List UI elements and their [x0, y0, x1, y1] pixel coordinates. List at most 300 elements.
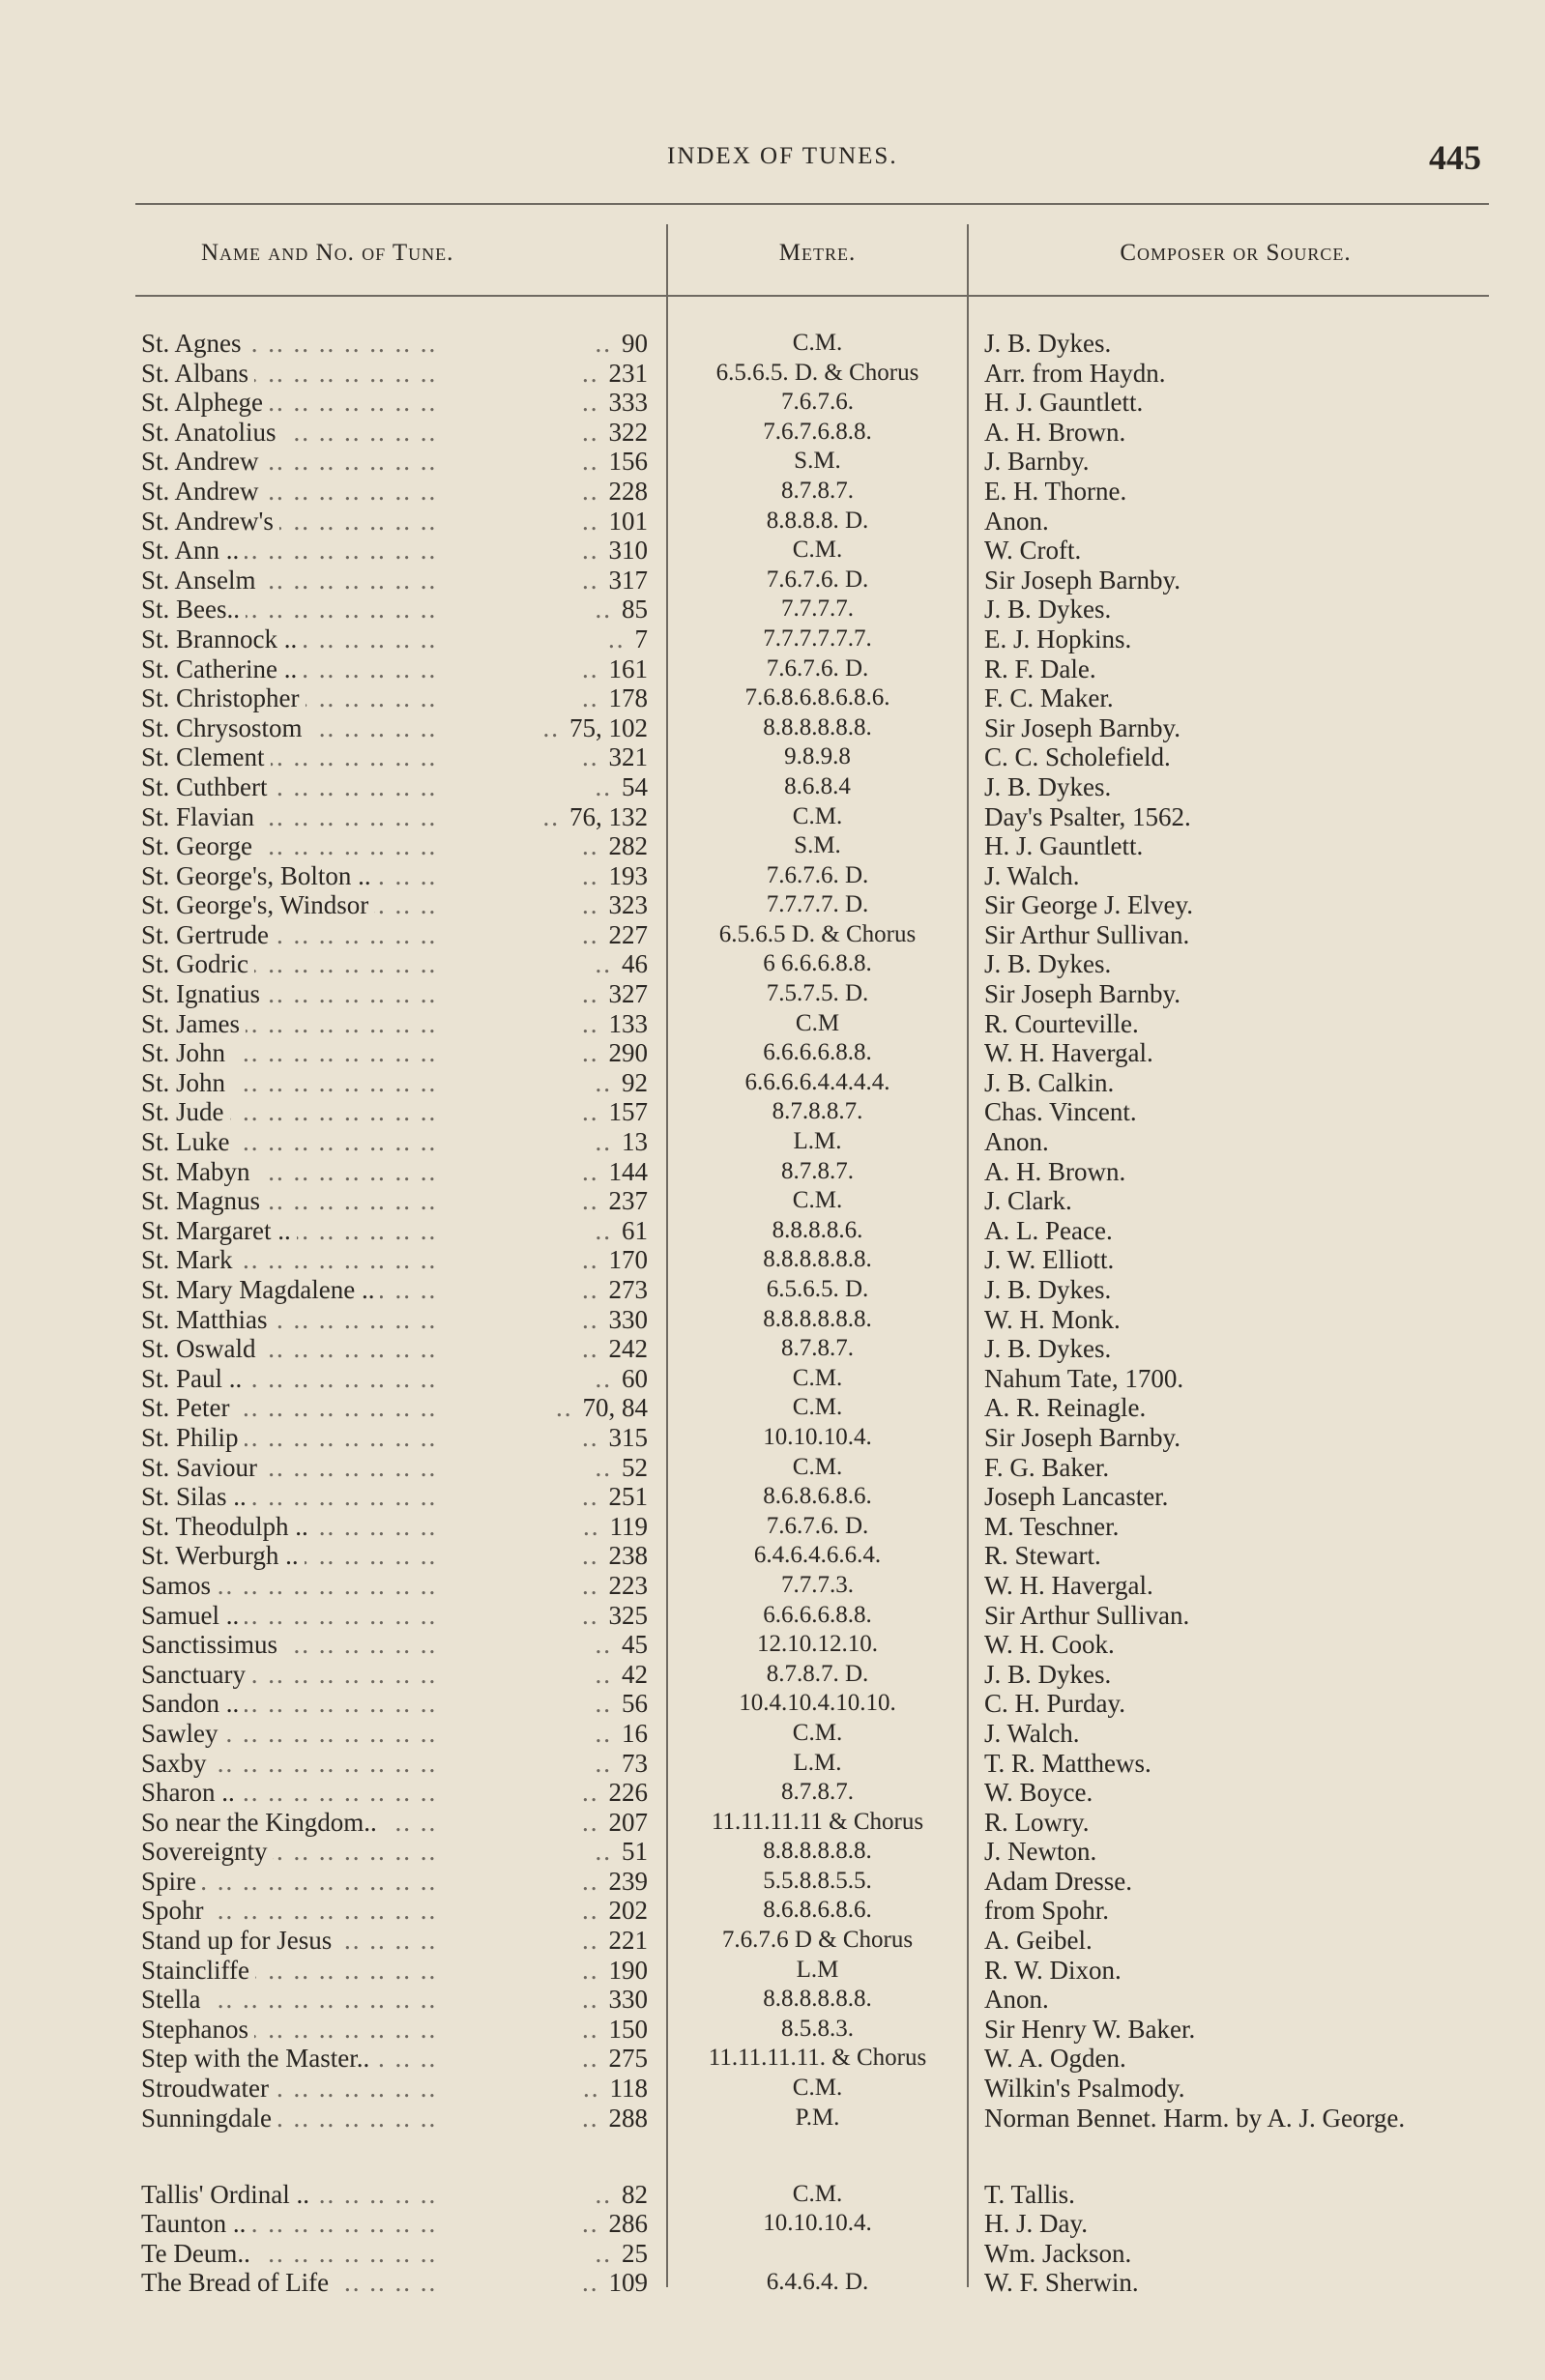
tune-number: 119	[609, 1511, 648, 1541]
tune-number: 60	[622, 1363, 648, 1393]
tune-row	[0, 1749, 1545, 1779]
tune-name-cell	[141, 861, 518, 891]
tune-number: 56	[622, 1689, 648, 1719]
tune-name: St. Mark	[141, 1245, 239, 1274]
leader-dots: ..	[595, 1067, 612, 1097]
tune-composer: Wilkin's Psalmody.	[984, 2074, 1185, 2104]
header-rule	[135, 295, 1489, 297]
tune-row	[0, 2239, 1545, 2269]
tune-composer: Chas. Vincent.	[984, 1097, 1137, 1127]
tune-number-cell	[522, 595, 648, 624]
leader-dots: ..	[595, 1127, 612, 1157]
tune-metre: 7.6.7.6. D.	[766, 1512, 869, 1539]
tune-number-cell	[522, 418, 648, 448]
tune-number: 7	[634, 624, 648, 653]
tune-composer: E. J. Hopkins.	[984, 624, 1132, 653]
tune-name-cell	[141, 1749, 518, 1779]
tune-number: 52	[622, 1452, 648, 1482]
tune-name: St. Cuthbert	[141, 772, 274, 801]
tune-metre: P.M.	[795, 2104, 840, 2131]
tune-row	[0, 802, 1545, 832]
tune-metre: 7.6.7.6. D.	[766, 566, 869, 593]
tune-number: 76, 132	[569, 801, 648, 831]
leader-dots: ..	[582, 979, 599, 1009]
leader-dots: ..	[582, 1541, 599, 1571]
tune-name: Sharon ..	[141, 1778, 241, 1807]
tune-number-cell	[522, 2015, 648, 2045]
leader-dots: ..	[542, 712, 560, 742]
tune-number-cell	[522, 920, 648, 950]
tune-number-cell	[522, 1423, 648, 1453]
tune-number-cell	[522, 507, 648, 537]
tune-metre: 7.7.7.7.7.7.	[763, 624, 872, 652]
tune-number-cell	[522, 1127, 648, 1157]
tune-metre: 8.8.8.8.8.8.	[763, 1838, 872, 1865]
tune-name-cell	[141, 2180, 518, 2210]
leader-dots: ..	[582, 653, 599, 683]
tune-number: 323	[608, 890, 648, 920]
tune-row	[0, 2104, 1545, 2162]
tune-name: St. Albans	[141, 359, 254, 388]
tune-metre: 8.8.8.8.8.8.	[763, 1246, 872, 1273]
leader-dots: ..	[582, 565, 599, 595]
tune-number: 238	[608, 1541, 648, 1571]
tune-name: Te Deum..	[141, 2239, 256, 2268]
tune-row	[0, 1571, 1545, 1601]
tune-name-cell	[141, 1364, 518, 1394]
tune-name-cell	[141, 477, 518, 507]
tune-name-cell	[141, 1630, 518, 1660]
tune-name: St. Christopher	[141, 683, 306, 712]
tune-name: The Bread of Life	[141, 2268, 335, 2297]
tune-row	[0, 2268, 1545, 2298]
tune-row	[0, 920, 1545, 950]
tune-composer: J. Clark.	[984, 1186, 1072, 1216]
tune-composer: Norman Bennet. Harm. by A. J. George.	[984, 2103, 1406, 2133]
tune-metre: 8.8.8.8.8.8.	[763, 1986, 872, 2013]
tune-metre: 10.4.10.4.10.10.	[739, 1690, 896, 1717]
tune-composer: J. Walch.	[984, 860, 1080, 890]
tune-metre: C.M.	[792, 330, 843, 356]
tune-name: St. George's, Windsor	[141, 890, 374, 919]
tune-composer: Sir Joseph Barnby.	[984, 565, 1181, 595]
tune-number: 330	[608, 1985, 648, 2015]
tune-composer: A. L. Peace.	[984, 1215, 1113, 1245]
tune-number: 157	[608, 1097, 648, 1127]
tune-name: Staincliffe	[141, 1956, 255, 1985]
tune-number: 282	[608, 831, 648, 861]
tune-composer: M. Teschner.	[984, 1511, 1120, 1541]
tune-name: Spohr	[141, 1896, 210, 1925]
tune-row	[0, 388, 1545, 418]
tune-row	[0, 1867, 1545, 1897]
tune-row	[0, 1275, 1545, 1305]
tune-row	[0, 890, 1545, 920]
tune-name: St. Anatolius	[141, 418, 282, 447]
leader-dots: ..	[582, 2209, 599, 2239]
tune-row	[0, 1157, 1545, 1187]
tune-row	[0, 1245, 1545, 1275]
tune-number-cell	[522, 1630, 648, 1660]
tune-number-cell	[522, 1097, 648, 1127]
leader-dots: ..	[582, 447, 599, 477]
leader-dots: ..	[582, 831, 599, 861]
tune-name: St. Godric	[141, 949, 254, 978]
leader-dots: ..	[583, 1511, 600, 1541]
tune-row	[0, 1186, 1545, 1216]
leader-dots: ..	[582, 1008, 599, 1038]
tune-metre: 8.6.8.6.8.6.	[763, 1897, 872, 1924]
tune-number-cell	[522, 772, 648, 802]
tune-name: St. Gertrude	[141, 920, 275, 949]
tune-row	[0, 2209, 1545, 2239]
tune-composer: F. G. Baker.	[984, 1452, 1110, 1482]
tune-number: 92	[622, 1067, 648, 1097]
tune-name-cell	[141, 1837, 518, 1867]
tune-composer: H. J. Day.	[984, 2209, 1088, 2239]
tune-name-cell	[141, 1186, 518, 1216]
tune-number-cell	[522, 2044, 648, 2074]
tune-metre: C.M.	[792, 1719, 843, 1746]
tune-number-cell	[522, 2074, 648, 2104]
tune-name-cell	[141, 1719, 518, 1749]
tune-name: St. George	[141, 831, 258, 860]
tune-composer: W. H. Havergal.	[984, 1570, 1153, 1600]
leader-dots: ..	[595, 595, 612, 624]
tune-metre: C.M.	[792, 1187, 843, 1214]
tune-composer: Wm. Jackson.	[984, 2238, 1132, 2268]
tune-number-cell	[522, 1186, 648, 1216]
tune-name: St. Philip	[141, 1423, 245, 1452]
tune-number: 150	[608, 2014, 648, 2044]
tune-number: 286	[608, 2209, 648, 2239]
tune-number: 42	[622, 1659, 648, 1689]
tune-row	[0, 831, 1545, 861]
tune-name: St. Ignatius	[141, 979, 266, 1008]
tune-name: Tallis' Ordinal ..	[141, 2180, 315, 2209]
tune-composer: J. Newton.	[984, 1837, 1097, 1867]
tune-number-cell	[522, 1808, 648, 1838]
tune-number: 25	[622, 2238, 648, 2268]
leader-dots: ..	[582, 2044, 599, 2074]
tune-number-cell	[522, 831, 648, 861]
tune-number-cell	[522, 1245, 648, 1275]
tune-name: Samuel ..	[141, 1601, 245, 1630]
tune-name: Sunningdale	[141, 2104, 277, 2133]
tune-row	[0, 2074, 1545, 2104]
tune-row	[0, 329, 1545, 359]
column-header-composer: Composer or Source.	[1120, 240, 1352, 266]
tune-composer: J. Barnby.	[984, 447, 1090, 477]
tune-number: 251	[608, 1482, 648, 1512]
tune-metre: 8.5.8.3.	[781, 2015, 854, 2042]
tune-composer: A. Geibel.	[984, 1926, 1093, 1956]
tune-row	[0, 1364, 1545, 1394]
tune-name-cell	[141, 1778, 518, 1808]
tune-metre: 6.5.6.5. D.	[766, 1276, 869, 1302]
leader-dots: ..	[595, 771, 612, 801]
tune-metre: 6.6.6.6.8.8.	[763, 1601, 872, 1628]
tune-name-cell	[141, 536, 518, 566]
tune-name-cell	[141, 1541, 518, 1571]
tune-number-cell	[522, 447, 648, 477]
tune-row	[0, 1541, 1545, 1571]
leader-dots: ..	[582, 417, 599, 447]
tune-number: 237	[608, 1186, 648, 1216]
tune-name: St. Luke	[141, 1127, 236, 1156]
tune-name: St. Paul ..	[141, 1364, 248, 1393]
tune-composer: J. B. Dykes.	[984, 949, 1112, 979]
tune-row	[0, 1127, 1545, 1157]
leader-dots: ..	[595, 1215, 612, 1245]
tune-name: St. John	[141, 1068, 231, 1097]
tune-metre: 6.5.6.5. D. & Chorus	[715, 359, 919, 386]
tune-row	[0, 1896, 1545, 1926]
tune-composer: Anon.	[984, 1127, 1049, 1157]
tune-name: Stand up for Jesus	[141, 1926, 337, 1955]
tune-number-cell	[522, 979, 648, 1009]
tune-number: 90	[622, 329, 648, 358]
leader-dots: ..	[582, 742, 599, 772]
tune-composer: Anon.	[984, 1985, 1049, 2015]
tune-number: 85	[622, 595, 648, 624]
tune-name: Stephanos	[141, 2015, 254, 2044]
tune-name-cell	[141, 507, 518, 537]
tune-metre: 8.6.8.4	[784, 772, 851, 799]
tune-metre: C.M.	[792, 2075, 843, 2102]
tune-number-cell	[522, 329, 648, 359]
tune-composer: W. F. Sherwin.	[984, 2268, 1139, 2298]
tune-number: 207	[608, 1807, 648, 1837]
tune-number-cell	[522, 1393, 648, 1423]
tune-name-cell	[141, 1601, 518, 1631]
tune-number: 333	[608, 388, 648, 418]
tune-number: 315	[608, 1422, 648, 1452]
tune-name: Stella	[141, 1985, 207, 2014]
tune-composer: R. Stewart.	[984, 1541, 1101, 1571]
tune-name: St. Mary Magdalene ..	[141, 1275, 380, 1304]
tune-metre: L.M	[796, 1956, 839, 1983]
tune-name: St. Andrew	[141, 477, 265, 506]
leader-dots: ..	[582, 1807, 599, 1837]
leader-dots: ..	[582, 1896, 599, 1926]
tune-metre: 8.8.8.8. D.	[766, 507, 869, 534]
leader-dots: ..	[595, 1689, 612, 1719]
tune-row	[0, 1837, 1545, 1867]
tune-number: 45	[622, 1630, 648, 1660]
tune-row	[0, 1453, 1545, 1483]
tune-number: 321	[608, 742, 648, 772]
tune-row	[0, 2015, 1545, 2045]
tune-name: St. Saviour	[141, 1453, 263, 1482]
tune-metre: C.M	[795, 1009, 840, 1036]
tune-name: Sovereignty	[141, 1837, 273, 1866]
tune-composer: R. Courteville.	[984, 1008, 1139, 1038]
tune-number: 273	[608, 1275, 648, 1304]
tune-number-cell	[522, 1216, 648, 1246]
tune-row	[0, 1482, 1545, 1512]
tune-name-cell	[141, 890, 518, 920]
tune-number-cell	[522, 1956, 648, 1986]
tune-number: 231	[608, 358, 648, 388]
tune-number-cell	[522, 477, 648, 507]
tune-name-cell	[141, 566, 518, 595]
tune-metre: 7.6.7.6.	[781, 389, 854, 416]
tune-composer: Sir Joseph Barnby.	[984, 1422, 1181, 1452]
tune-name: Spire	[141, 1867, 202, 1896]
tune-metre: L.M.	[793, 1749, 842, 1776]
tune-number-cell	[522, 1334, 648, 1364]
tune-number: 61	[622, 1215, 648, 1245]
tune-row	[0, 683, 1545, 713]
tune-metre: 11.11.11.11. & Chorus	[708, 2045, 927, 2072]
tune-composer: R. W. Dixon.	[984, 1955, 1122, 1985]
leader-dots: ..	[595, 329, 612, 358]
tune-composer: W. H. Monk.	[984, 1304, 1121, 1334]
tune-metre: 8.7.8.7.	[781, 1779, 854, 1806]
tune-composer: J. B. Calkin.	[984, 1067, 1115, 1097]
tune-row	[0, 1808, 1545, 1838]
tune-number: 275	[608, 2044, 648, 2074]
tune-name-cell	[141, 742, 518, 772]
tune-metre: C.M.	[792, 802, 843, 829]
tune-name: St. John	[141, 1038, 231, 1067]
tune-metre: 7.6.7.6.8.8.	[763, 418, 872, 445]
tune-composer: W. A. Ogden.	[984, 2044, 1126, 2074]
tune-metre: 8.7.8.8.7.	[772, 1098, 863, 1125]
tune-number: 325	[608, 1600, 648, 1630]
tune-name-cell	[141, 447, 518, 477]
tune-composer: H. J. Gauntlett.	[984, 831, 1144, 861]
tune-number: 109	[608, 2268, 648, 2298]
tune-composer: C. C. Scholefield.	[984, 742, 1171, 772]
leader-dots: ..	[582, 1334, 599, 1364]
tune-name-cell	[141, 1097, 518, 1127]
tune-row	[0, 1926, 1545, 1956]
tune-number: 51	[622, 1837, 648, 1867]
tune-name-cell	[141, 1245, 518, 1275]
tune-metre: 7.7.7.3.	[781, 1571, 854, 1598]
tune-number: 144	[608, 1156, 648, 1186]
tune-name-cell	[141, 920, 518, 950]
tune-name: St. Oswald	[141, 1334, 262, 1363]
tune-number: 118	[609, 2074, 648, 2104]
tune-name-cell	[141, 802, 518, 832]
tune-number-cell	[522, 1482, 648, 1512]
tune-number: 161	[608, 653, 648, 683]
tune-name: St. Anselm	[141, 566, 262, 595]
tune-number-cell	[522, 949, 648, 979]
leader-dots: ..	[582, 2014, 599, 2044]
tune-name: St. Peter	[141, 1393, 236, 1422]
tune-name: Taunton ..	[141, 2209, 251, 2238]
tune-composer: A. H. Brown.	[984, 417, 1126, 447]
tune-number: 82	[622, 2179, 648, 2209]
leader-dots: ..	[595, 1837, 612, 1867]
tune-composer: J. B. Dykes.	[984, 1659, 1112, 1689]
leader-dots: ..	[582, 1985, 599, 2015]
tune-composer: J. B. Dykes.	[984, 1275, 1112, 1304]
tune-number-cell	[522, 1749, 648, 1779]
tune-composer: Day's Psalter, 1562.	[984, 801, 1191, 831]
tune-metre: 5.5.8.8.5.5.	[763, 1867, 872, 1894]
tune-name-cell	[141, 1453, 518, 1483]
tune-metre: 10.10.10.4.	[763, 1423, 872, 1450]
leader-dots: ..	[582, 1866, 599, 1896]
top-rule	[135, 203, 1489, 205]
tune-number: 193	[608, 860, 648, 890]
leader-dots: ..	[582, 1186, 599, 1216]
tune-name-cell	[141, 624, 518, 654]
tune-metre: 6.4.6.4. D.	[766, 2269, 869, 2296]
tune-name: St. Jude	[141, 1097, 230, 1126]
tune-name-cell	[141, 1216, 518, 1246]
tune-number-cell	[522, 1275, 648, 1305]
running-head: INDEX OF TUNES.	[667, 143, 898, 169]
tune-row	[0, 1393, 1545, 1423]
tune-row	[0, 536, 1545, 566]
tune-composer: W. H. Cook.	[984, 1630, 1115, 1660]
tune-number: 46	[622, 949, 648, 979]
tune-name-cell	[141, 418, 518, 448]
tune-name: Stroudwater	[141, 2074, 275, 2103]
tune-row	[0, 1601, 1545, 1631]
tune-composer: Anon.	[984, 506, 1049, 536]
tune-number-cell	[522, 1985, 648, 2015]
tune-number: 75, 102	[569, 712, 648, 742]
tune-number-cell	[522, 861, 648, 891]
tune-composer: J. B. Dykes.	[984, 329, 1112, 358]
tune-metre: C.M.	[792, 1453, 843, 1480]
tune-name: St. Silas ..	[141, 1482, 252, 1511]
tune-number-cell	[522, 713, 648, 743]
tune-row	[0, 1689, 1545, 1719]
tune-metre: 9.8.9.8	[784, 743, 851, 770]
leader-dots: ..	[582, 1778, 599, 1808]
tune-name: Sandon ..	[141, 1689, 245, 1718]
tune-name-cell	[141, 1305, 518, 1335]
tune-number-cell	[522, 1867, 648, 1897]
tune-name: St. James	[141, 1009, 246, 1038]
tune-name: St. Theodulph ..	[141, 1512, 314, 1541]
leader-dots: ..	[582, 2268, 599, 2298]
tune-metre: 12.10.12.10.	[757, 1631, 878, 1658]
tune-composer: Sir George J. Elvey.	[984, 890, 1193, 920]
tune-row	[0, 1038, 1545, 1068]
leader-dots: ..	[582, 1275, 599, 1304]
tune-name-cell	[141, 1068, 518, 1098]
tune-metre: 6.6.6.6.4.4.4.4.	[744, 1068, 890, 1095]
tune-number-cell	[522, 1660, 648, 1690]
tune-number: 317	[608, 565, 648, 595]
tune-number-cell	[522, 1453, 648, 1483]
tune-composer: from Spohr.	[984, 1896, 1110, 1926]
tune-name-cell	[141, 979, 518, 1009]
tune-name-cell	[141, 1334, 518, 1364]
tune-number-cell	[522, 2104, 648, 2133]
tune-name-cell	[141, 1689, 518, 1719]
tune-metre: 8.7.8.7.	[781, 1335, 854, 1362]
leader-dots: ..	[582, 506, 599, 536]
tune-row	[0, 1334, 1545, 1364]
tune-name: St. Mabyn	[141, 1157, 256, 1186]
tune-metre: 7.7.7.7. D.	[766, 891, 869, 918]
tune-number-cell	[522, 2180, 648, 2210]
tune-number: 288	[608, 2103, 648, 2133]
tune-name: St. Catherine ..	[141, 654, 303, 683]
tune-number-cell	[522, 1364, 648, 1394]
leader-dots: ..	[595, 2238, 612, 2268]
